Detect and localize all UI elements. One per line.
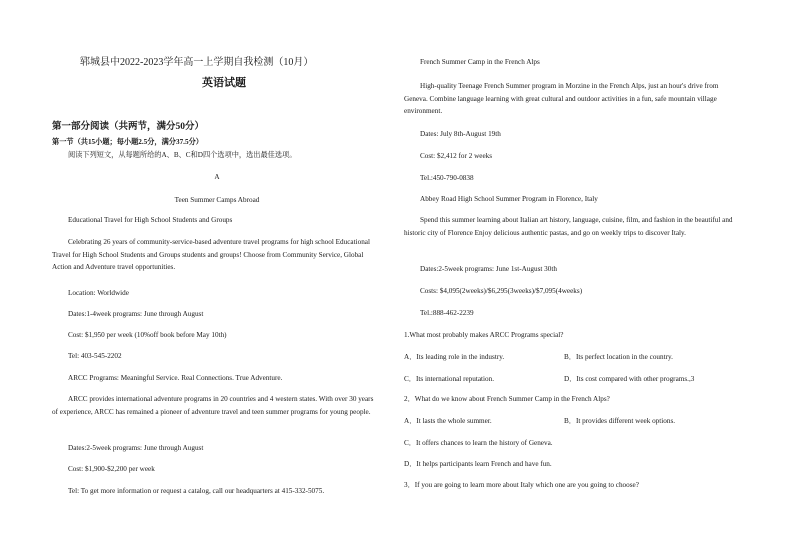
french-camp-dates: Dates: July 8th-August 19th <box>420 130 501 138</box>
abbey-road-tel: Tel.:888-462-2239 <box>420 309 474 317</box>
section1-title: 第一节（共15小题；每小题2.5分，满分37.5分） <box>52 138 203 146</box>
passage-letter: A <box>214 173 220 181</box>
question-2-option-c: C．It offers chances to learn the history of Geneva. <box>404 439 553 447</box>
abbey-road-heading: Abbey Road High School Summer Program in Florence, Italy <box>420 195 598 203</box>
arcc-cost-2: Cost: $1,900-$2,200 per week <box>68 465 155 473</box>
question-1-option-a: A．Its leading role in the industry. <box>404 353 505 361</box>
arcc-tel-2: Tel: To get more information or request a catalog, call our headquarters at 415-332-5075. <box>68 487 325 495</box>
question-2-stem: 2．What do we know about French Summer Camp in the French Alps? <box>404 395 610 403</box>
arcc-dates-2: Dates:2-5week programs: June through August <box>68 444 204 452</box>
arcc-motto: ARCC Programs: Meaningful Service. Real Connections. True Adventure. <box>68 374 283 382</box>
french-camp-description: High-quality Teenage French Summer program in Morzine in the French Alps, just an hour's drive from Geneva. Combine language learning with great cultural and outdoor activities in a fun, safe mountain village environment. <box>404 82 719 115</box>
question-3-stem: 3．If you are going to learn more about Italy which one are you going to choose? <box>404 481 639 489</box>
question-2-option-a: A．It lasts the whole summer. <box>404 417 492 425</box>
passage-subheading: Educational Travel for High School Students and Groups <box>68 216 233 224</box>
part1-title: 第一部分阅读（共两节，满分50分） <box>52 122 205 132</box>
arcc-tel-1: Tel: 403-545-2202 <box>68 352 122 360</box>
question-1-option-c: C．Its international reputation. <box>404 375 495 383</box>
question-1-option-b: B．Its perfect location in the country. <box>564 353 673 361</box>
question-2-option-b: B．It provides different week options. <box>564 417 676 425</box>
question-2-option-d: D．It helps participants learn French and have fun. <box>404 460 552 468</box>
arcc-description: ARCC provides international adventure programs in 20 countries and 4 western states. With over 30 years of experience, ARCC has remained a pioneer of adventure travel and teen summer programs for young people. <box>52 395 374 416</box>
exam-subject: 英语试题 <box>202 77 246 89</box>
abbey-road-dates: Dates:2-5week programs: June 1st-August 30th <box>420 265 557 273</box>
french-camp-heading: French Summer Camp in the French Alps <box>420 58 540 66</box>
question-1-option-d: D．Its cost compared with other programs.,3 <box>564 375 695 383</box>
abbey-road-costs: Costs: $4,095(2weeks)/$6,295(3weeks)/$7,095(4weeks) <box>420 287 583 295</box>
instruction-text: 阅读下列短文，从每题所给的A、B、C和D四个选项中，选出最佳选项。 <box>68 151 297 159</box>
abbey-road-description: Spend this summer learning about Italian art history, language, cuisine, film, and fashion in the beautiful and historic city of Florence Enjoy delicious authentic pastas, and go on weekly trips to discover Italy. <box>404 216 733 237</box>
french-camp-cost: Cost: $2,412 for 2 weeks <box>420 152 493 160</box>
question-1-stem: 1.What most probably makes ARCC Programs special? <box>404 331 564 339</box>
passage-heading: Teen Summer Camps Abroad <box>174 196 260 204</box>
french-camp-tel: Tel.:450-790-0838 <box>420 174 474 182</box>
passage-intro: Celebrating 26 years of community-service-based adventure travel programs for high school Educational Travel for High School Students and Groups students and groups! Choose from Community Service, Global Action and Adventure travel opportunities. <box>52 238 370 271</box>
arcc-location: Location: Worldwide <box>68 289 129 297</box>
arcc-cost-1: Cost: $1,950 per week (10%off book before May 10th) <box>68 331 227 339</box>
arcc-dates-1: Dates:1-4week programs: June through August <box>68 310 204 318</box>
exam-title: 郓城县中2022-2023学年高一上学期自我检测（10月） <box>80 57 314 68</box>
